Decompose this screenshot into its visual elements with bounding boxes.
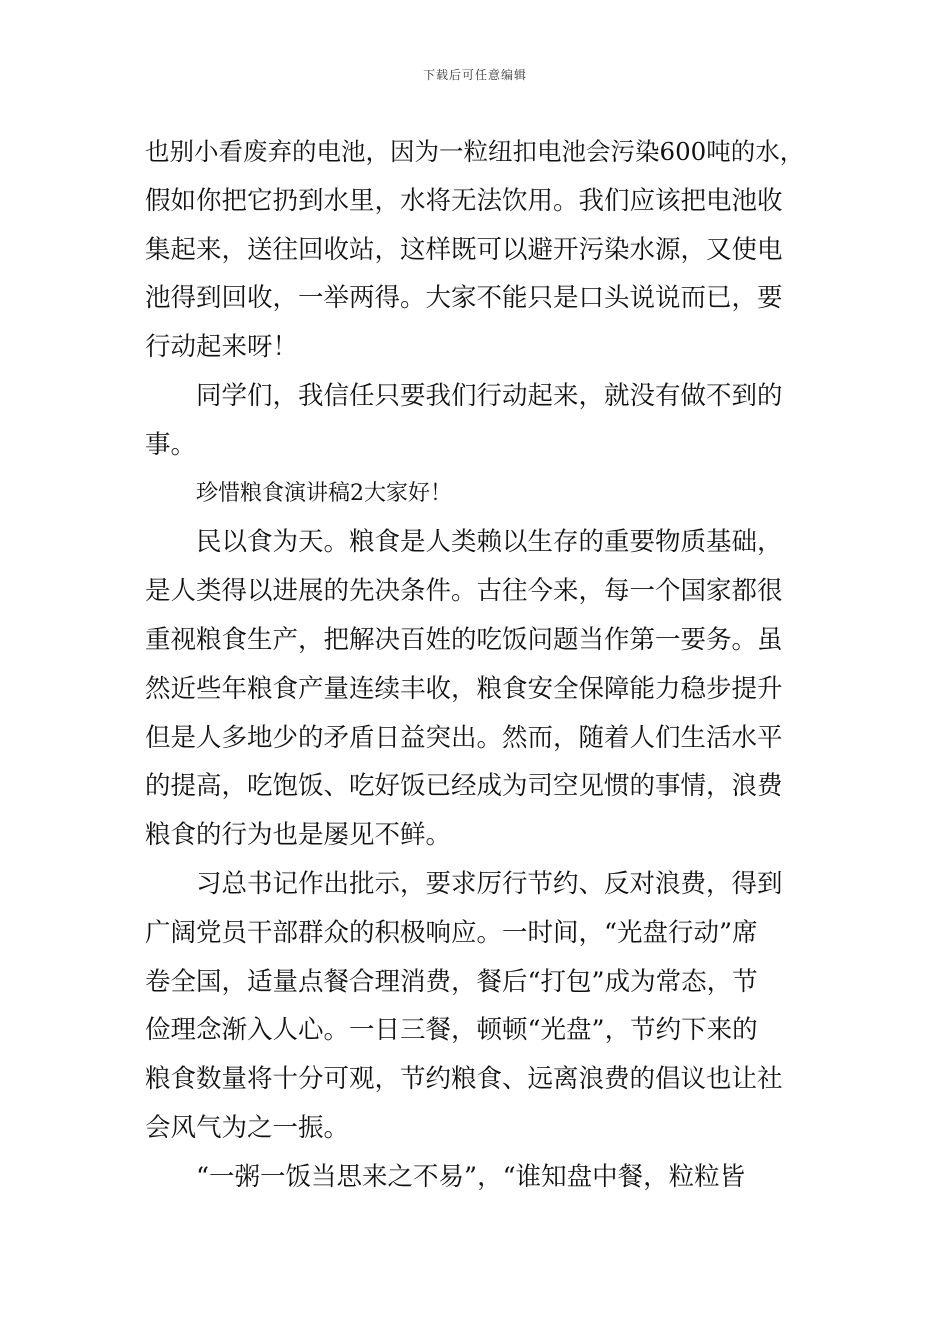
text-line: 行动起来呀！ [145, 332, 299, 363]
text-line: 广阔党员干部群众的积极响应。一时间，“光盘行动”席 [145, 917, 758, 948]
text-line: 粮食的行为也是屡见不鲜。 [145, 820, 452, 851]
page-header: 下载后可任意编辑 [422, 68, 527, 82]
text-line: 粮食数量将十分可观，节约粮食、远离浪费的倡议也让社 [145, 1064, 783, 1095]
text-line: 也别小看废弃的电池，因为一粒纽扣电池会污染600吨的水， [145, 137, 805, 166]
text-line: 俭理念渐入人心。一日三餐，顿顿“光盘”，节约下来的 [145, 1015, 758, 1046]
text-line: 集起来，送往回收站，这样既可以避开污染水源，又使电 [145, 234, 783, 265]
text-line: 池得到回收，一举两得。大家不能只是口头说说而已，要 [145, 283, 783, 314]
text-line: 假如你把它扔到水里，水将无法饮用。我们应该把电池收 [145, 185, 783, 216]
text-line: 重视粮食生产，把解决百姓的吃饭问题当作第一要务。虽 [145, 624, 783, 655]
text-line: 卷全国，适量点餐合理消费，餐后“打包”成为常态，节 [145, 966, 758, 997]
text-line: 是人类得以进展的先决条件。古往今来，每一个国家都很 [145, 576, 783, 607]
text-line: 民以食为天。粮食是人类赖以生存的重要物质基础， [196, 527, 783, 558]
text-line: 事。 [145, 429, 197, 460]
text-line: 然近些年粮食产量连续丰收，粮食安全保障能力稳步提升 [145, 673, 783, 704]
text-line: 习总书记作出批示，要求厉行节约、反对浪费，得到 [196, 868, 783, 899]
text-line: 但是人多地少的矛盾日益突出。然而，随着人们生活水平 [145, 722, 783, 753]
text-line: 的提高，吃饱饭、吃好饭已经成为司空见惯的事情，浪费 [145, 771, 783, 802]
text-line: “一粥一饭当思来之不易”，“谁知盘中餐，粒粒皆 [196, 1161, 746, 1192]
text-line: 会风气为之一振。 [145, 1112, 350, 1143]
text-line: 同学们，我信任只要我们行动起来，就没有做不到的 [196, 380, 783, 411]
document-body [145, 128, 810, 1202]
speech-title-line: 珍惜粮食演讲稿2大家好！ [196, 480, 452, 506]
